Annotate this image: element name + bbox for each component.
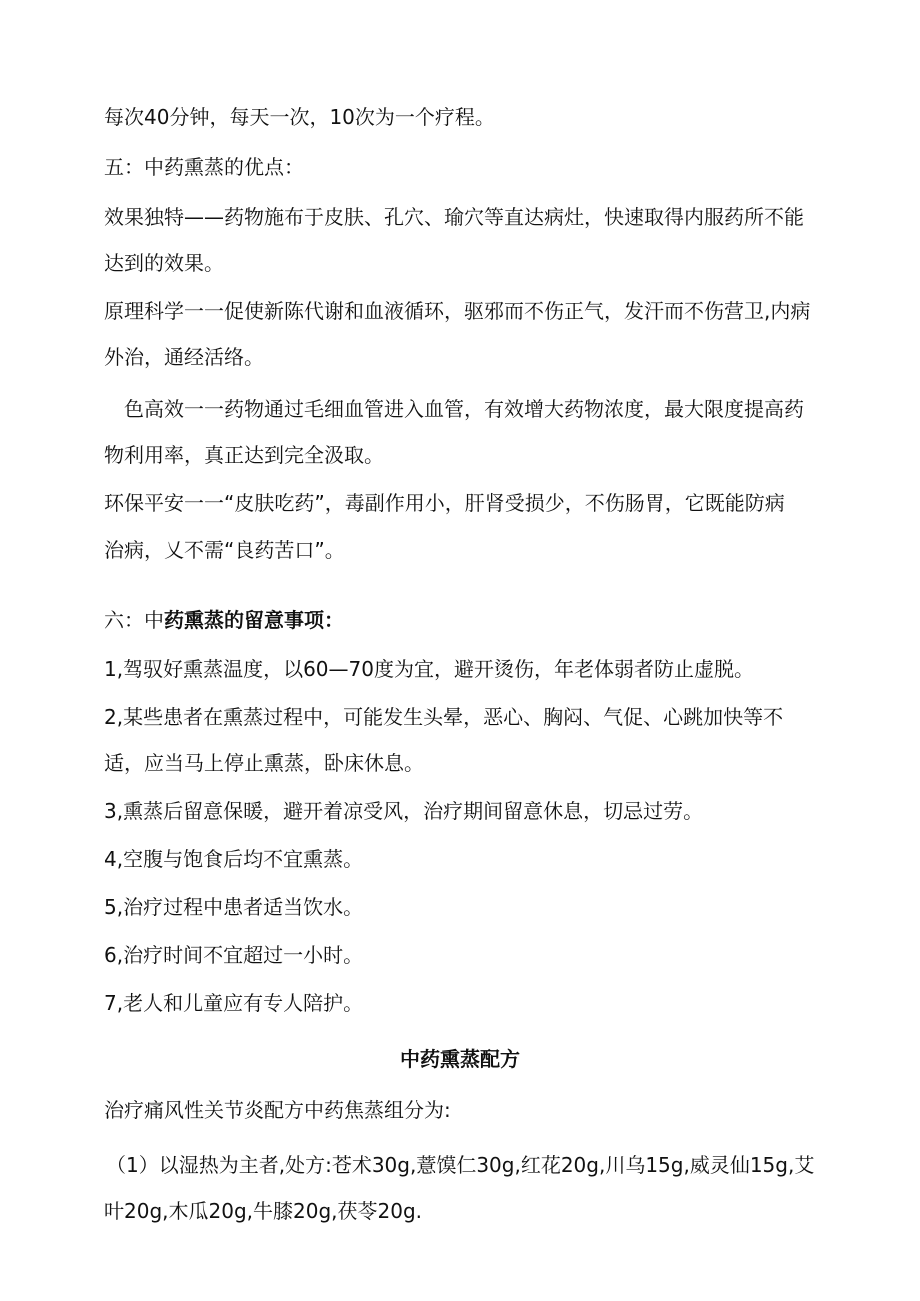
list-item: 3,熏蒸后留意保暖，避开着凉受风，治疗期间留意休息，切忌过劳。	[104, 799, 704, 823]
section-heading-5: 五：中药熏蒸的优点：	[104, 155, 304, 179]
text-line: 达到的效果。	[104, 251, 224, 275]
list-item: 7,老人和儿童应有专人陪护。	[104, 991, 364, 1015]
text-line: 物利用率，真正达到完全汲取。	[104, 443, 384, 467]
list-item: 5,治疗过程中患者适当饮水。	[104, 895, 364, 919]
text-line: 叶20g,木瓜20g,牛膝20g,茯苓20g.	[104, 1199, 423, 1223]
list-item: 2,某些患者在熏蒸过程中，可能发生头晕，恶心、胸闷、气促、心跳加快等不	[104, 705, 784, 729]
list-item: 6,治疗时间不宜超过一小时。	[104, 943, 364, 967]
list-item: 4,空腹与饱食后均不宜熏蒸。	[104, 847, 364, 871]
list-item-continuation: 适，应当马上停止熏蒸，卧床休息。	[104, 751, 424, 775]
formula-title: 中药熏蒸配方	[400, 1047, 520, 1071]
heading-bold: 药熏蒸的留意事项：	[164, 608, 344, 632]
list-item: 1,驾驭好熏蒸温度，以60—70度为宜，避开烫伤，年老体弱者防止虚脱。	[104, 657, 754, 681]
text-line: 治疗痛风性关节炎配方中药焦蒸组分为:	[104, 1098, 451, 1122]
text-line: 治病，乂不需“良药苦口”。	[104, 538, 345, 562]
text-line: 色高效一一药物通过毛细血管进入血管，有效增大药物浓度，最大限度提高药	[124, 397, 804, 421]
text-line: 效果独特——药物施布于皮肤、孔穴、瑜穴等直达病灶，快速取得内服药所不能	[104, 205, 804, 229]
text-line: 原理科学一一促使新陈代谢和血液循环，驱邪而不伤正气，发汗而不伤营卫,内病	[104, 299, 811, 323]
heading-prefix: 六：中	[104, 608, 164, 632]
text-line: （1）以湿热为主者,处方:苍术30g,薏馍仁30g,红花20g,川乌15g,威灵仙15g,艾	[106, 1153, 815, 1177]
text-line: 外治，通经活络。	[104, 345, 264, 369]
text-line: 每次40分钟，每天一次，10次为一个疗程。	[104, 105, 495, 129]
section-heading-6	[104, 606, 824, 634]
text-line: 环保平安一一“皮肤吃药”，毒副作用小，肝肾受损少，不伤肠胃，它既能防病	[104, 491, 785, 515]
